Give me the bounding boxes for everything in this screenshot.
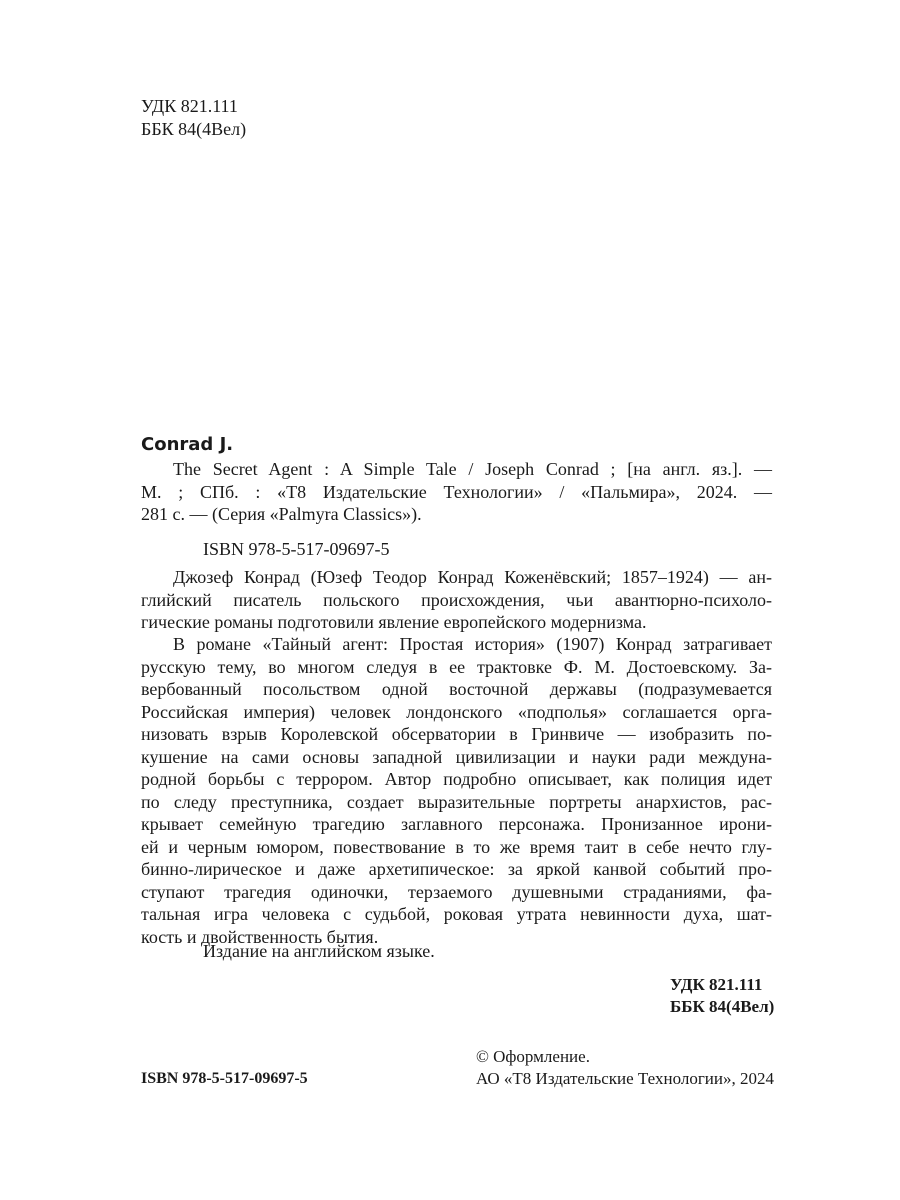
bbk-code: ББК 84(4Вел) [141, 119, 247, 139]
title-line: М. ; СПб. : «Т8 Издательские Технологии» / «Пальмира», 2024. — [141, 481, 772, 502]
title-line: The Secret Agent : A Simple Tale / Joseph Conrad ; [на англ. яз.]. — [173, 459, 772, 479]
paragraph-line: тальная игра человека с судьбой, роковая утрата невинности духа, шат- [141, 904, 772, 924]
paragraph-line: ей и черным юмором, повествование в то же время таит в себе нечто глу- [141, 836, 772, 857]
udk-code-footer: УДК 821.111 [670, 975, 763, 994]
paragraph-line: бинно-лирическое и даже архетипическое: за яркой канвой событий про- [141, 859, 772, 879]
paragraph-line: Джозеф Конрад (Юзеф Теодор Конрад Коженёвский; 1857–1924) — ан- [173, 567, 772, 587]
paragraph-line: родной борьбы с террором. Автор подробно описывает, как полиция идет [141, 769, 772, 789]
paragraph-line: В романе «Тайный агент: Простая история» (1907) Конрад затрагивает [173, 634, 772, 654]
about-author-paragraph [141, 566, 772, 634]
bbk-code-footer: ББК 84(4Вел) [670, 997, 775, 1016]
paragraph-line: низовать взрыв Королевской обсерватории в Гринвиче — изобразить по- [141, 724, 772, 744]
paragraph-line: по следу преступника, создает выразительные портреты анархистов, рас- [141, 791, 772, 812]
copyright-holder: АО «Т8 Издательские Технологии», 2024 [475, 1069, 774, 1088]
isbn-line: ISBN 978-5-517-09697-5 [203, 539, 390, 559]
classification-footer [670, 974, 774, 1018]
language-note: Издание на английском языке. [203, 941, 435, 961]
udk-code: УДК 821.111 [141, 96, 238, 116]
bibliographic-description [141, 458, 772, 526]
author-heading: Conrad J. [141, 434, 234, 455]
classification-header [141, 95, 246, 141]
paragraph-line: Российская империя) человек лондонского «подполья» соглашается орга- [141, 701, 772, 722]
paragraph-line: ступают трагедия одиночки, терзаемого душевными страданиями, фа- [141, 881, 772, 902]
paragraph-line: вербованный посольством одной восточной державы (подразумевается [141, 679, 772, 699]
about-novel-paragraph [141, 633, 772, 948]
paragraph-line: глийский писатель польского происхождения, чьи авантюрно-психоло- [141, 589, 772, 610]
isbn-footer: ISBN 978-5-517-09697-5 [141, 1070, 308, 1087]
title-line: 281 с. — (Серия «Palmyra Classics»). [141, 504, 422, 524]
paragraph-line: гические романы подготовили явление европейского модернизма. [141, 612, 647, 632]
copyright-notice [476, 1046, 774, 1090]
paragraph-line: русскую тему, во многом следуя в ее трактовке Ф. М. Достоевскому. За- [141, 656, 772, 677]
paragraph-line: кость и двойственность бытия. [141, 926, 379, 947]
copyright-line: © Оформление. [475, 1047, 590, 1066]
paragraph-line: кушение на сами основы западной цивилизации и науки ради междуна- [141, 746, 772, 767]
paragraph-line: крывает семейную трагедию заглавного персонажа. Пронизанное ирони- [141, 814, 772, 834]
